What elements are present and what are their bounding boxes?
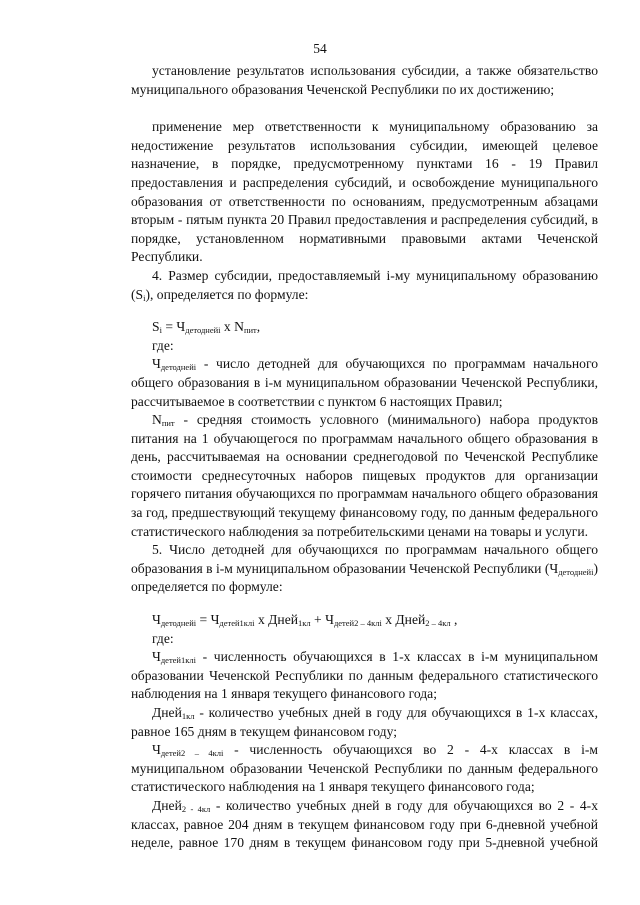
text-span: 4. Размер субсидии, предоставляемый i-му муниципальному образованию (S [131, 267, 598, 302]
subscript: 1кл [181, 711, 195, 721]
definition-text: - численность обучающихся во 2 - 4-х классах в i-м муниципальном образовании Чеченской Республики по данным федерального статистического наблюдения на 1 января текущего финансового года; [131, 742, 598, 795]
subscript: i [143, 292, 146, 303]
definition-food-cost [131, 411, 598, 541]
subscript: детей1клi [160, 655, 196, 666]
subscript: детей2 – 4клi [333, 618, 382, 629]
paragraph-liability: применение мер ответственности к муниципальному образованию за недостижение результатов использования субсидии, имеющей целевое назначение, в порядке, предусмотренному пунктами 16 - 19 Правил предоставления и распределения субсидий, и освобождение муниципального образования от ответственности по основаниям, предусмотренным абзацами вторым - пятым пункта 20 Правил предоставления и распределения субсидий, в порядке, установленном нормативными правовыми актами Чеченской Республики. [131, 119, 598, 265]
definition-text: - число детодней для обучающихся по программам начального общего образования в i-м муниципальном образовании Чеченской Республики, рассчитываемое в соответствии с пунктом 6 настоящих Правил; [131, 356, 598, 409]
text-span: ) определяется по формуле: [131, 560, 598, 595]
definition-term: Ч [152, 649, 161, 665]
formula-subsidy [131, 318, 598, 337]
document-body [131, 62, 598, 853]
subscript: детоднейi [160, 362, 197, 373]
definition-grade1-count [131, 648, 598, 704]
formula-childdays [131, 611, 598, 630]
subscript: пит [161, 418, 175, 429]
subscript: 1кл [298, 618, 311, 629]
subscript: детей2 – 4клi [160, 748, 224, 759]
definition-text: - численность обучающихся в 1-х классах в i-м муниципальном образовании Чеченской Республики по данным федерального статистического наблюдения на 1 января текущего финансового года; [131, 649, 598, 702]
paragraph-results: установление результатов использования субсидии, а также обязательство муниципального образования Чеченской Республики по их достижению; [131, 63, 598, 97]
definition-text: - количество учебных дней в году для обучающихся во 2 - 4-х классах, равное 204 дням в текущем финансовом году при 6-дневной учебной неделе, равное 170 дням в текущем финансовом году при 5-дневной учебной [131, 797, 598, 851]
definition-grade2-4-count [131, 741, 598, 797]
definition-term: Ч [152, 742, 161, 758]
subscript: пит [243, 325, 257, 336]
text-span: 5. Число детодней для обучающихся по программам начального общего образования в i-м муниципальном образовании Чеченской Республики (Ч [131, 542, 598, 576]
paragraph-item-5 [131, 541, 598, 597]
definition-term: Дней [152, 705, 182, 720]
subscript: детей1клi [219, 618, 255, 629]
subscript: 2 – 4кл [425, 618, 451, 629]
subscript: детоднейi [160, 618, 197, 629]
formula-part: , [450, 612, 458, 628]
formula-part: x Дней [381, 612, 426, 628]
formula-part: Ч [152, 612, 161, 628]
where-label: где: [152, 337, 174, 353]
definition-text: - количество учебных дней в году для обучающихся в 1-х классах, равное 165 дням в текущем финансовом году; [131, 705, 598, 739]
definition-text: - средняя стоимость условного (минимального) набора продуктов питания на 1 обучающегося по программам начального общего образования в день, рассчитываемая на основании среднегодовой по Чеченской Республике стоимости среднесуточных наборов пищевых продуктов для организации горячего питания обучающихся по программам начального общего образования за год, предшествующий текущему финансовому году, по данным федерального статистического наблюдения за потребительскими ценами на товары и услуги. [131, 412, 598, 539]
formula-part: = Ч [161, 319, 186, 335]
subscript: i [159, 325, 162, 336]
definition-childdays [131, 355, 598, 411]
formula-part: , [256, 319, 261, 335]
text-span: ), определяется по формуле: [145, 286, 309, 302]
formula-part: + Ч [310, 612, 334, 628]
definition-grade1-days [131, 704, 598, 741]
formula-part: x Дней [254, 612, 298, 628]
definition-term: N [152, 412, 162, 428]
definition-term: Дней [152, 797, 182, 813]
formula-part: = Ч [196, 612, 220, 628]
definition-grade2-4-days [131, 797, 598, 853]
subscript: детоднейi [558, 566, 594, 577]
page-number: 54 [313, 41, 327, 56]
paragraph-item-4 [131, 267, 598, 304]
subscript: 2 - 4кл [181, 803, 211, 814]
definition-term: Ч [152, 356, 161, 372]
where-label: где: [152, 630, 174, 646]
subscript: детоднейi [185, 325, 221, 336]
formula-part: x N [220, 319, 244, 335]
formula-part: S [152, 319, 160, 335]
